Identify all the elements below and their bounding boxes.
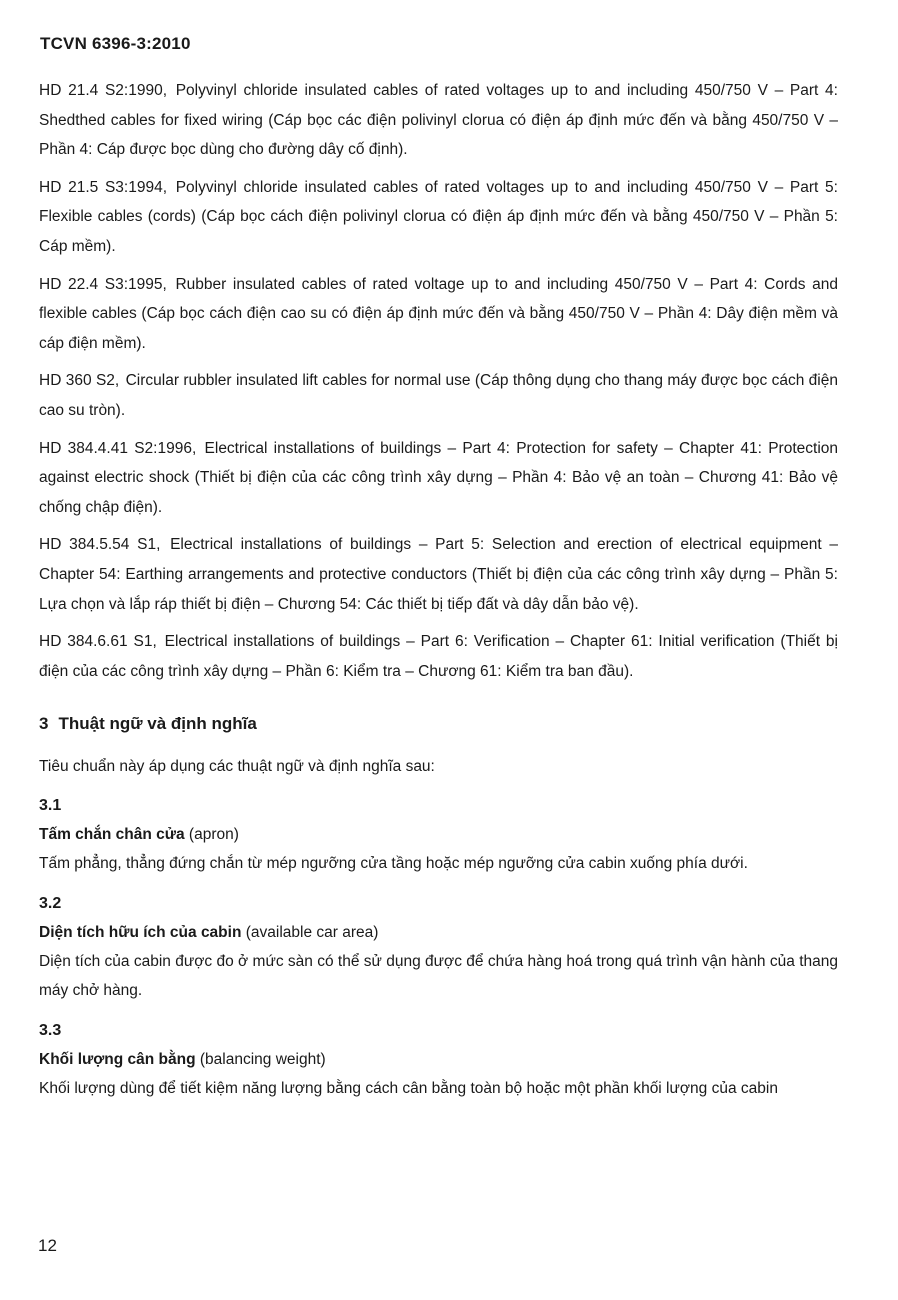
reference-code: HD 384.6.61 S1, xyxy=(39,633,157,651)
section-intro: Tiêu chuẩn này áp dụng các thuật ngữ và định nghĩa sau: xyxy=(39,758,435,776)
term-english: (balancing weight) xyxy=(199,1051,326,1069)
section-number: 3 xyxy=(39,714,49,734)
reference-entry xyxy=(39,173,838,262)
reference-entry xyxy=(39,434,838,523)
reference-code: HD 22.4 S3:1995, xyxy=(39,275,167,293)
reference-text: Circular rubbler insulated lift cables for normal use (Cáp thông dụng cho thang máy được bọc cách điện cao su tròn). xyxy=(39,372,838,419)
term-english: (apron) xyxy=(188,826,239,844)
page-content xyxy=(39,76,838,1104)
section-title: Thuật ngữ và định nghĩa xyxy=(58,714,257,734)
term-definition: Diện tích của cabin được đo ở mức sàn có thể sử dụng được để chứa hàng hoá trong quá trình vận hành của thang máy chở hàng. xyxy=(39,952,838,1000)
term-number: 3.2 xyxy=(39,894,62,912)
reference-entry xyxy=(39,627,838,686)
page-number: 12 xyxy=(38,1236,57,1255)
term-name-line xyxy=(39,918,838,947)
term-entry xyxy=(39,889,838,1006)
term-entry xyxy=(39,791,838,879)
reference-code: HD 21.5 S3:1994, xyxy=(39,178,167,196)
reference-entry xyxy=(39,366,838,425)
reference-entry xyxy=(39,76,838,165)
reference-code: HD 384.4.41 S2:1996, xyxy=(39,439,197,457)
reference-text: Polyvinyl chloride insulated cables of rated voltages up to and including 450/750 V – Part 4: Shedthed cables for fixed wiring (Cáp bọc các điện polivinyl clorua có điện áp định mức đến và bằng 450/750 V – Phần 4: Cáp được bọc dùng cho đường dây cố định). xyxy=(39,82,838,159)
reference-entry xyxy=(39,270,838,359)
term-number: 3.3 xyxy=(39,1022,62,1040)
reference-text: Electrical installations of buildings – Part 6: Verification – Chapter 61: Initial verification (Thiết bị điện của các công trình xây dựng – Phần 6: Kiểm tra – Chương 61: Kiểm tra ban đầu). xyxy=(39,633,838,680)
term-definition: Tấm phẳng, thẳng đứng chắn từ mép ngưỡng cửa tầng hoặc mép ngưỡng cửa cabin xuống phía dưới. xyxy=(39,855,748,873)
reference-entry xyxy=(39,530,838,619)
reference-text: Polyvinyl chloride insulated cables of rated voltages up to and including 450/750 V – Part 5: Flexible cables (cords) (Cáp bọc cách điện polivinyl clorua có điện áp định mức đến và bằng 450/750 V – Phần 5: Cáp mềm). xyxy=(39,178,838,255)
term-name-line xyxy=(39,1045,838,1074)
term-name: Tấm chắn chân cửa xyxy=(39,826,185,844)
reference-text: Rubber insulated cables of rated voltage up to and including 450/750 V – Part 4: Cords and flexible cables (Cáp bọc cách điện cao su có điện áp định mức đến và bằng 450/750 V – Phần 4: Dây điện mềm và cáp điện mềm). xyxy=(39,275,838,352)
reference-code: HD 384.5.54 S1, xyxy=(39,536,161,554)
term-entry xyxy=(39,1016,838,1104)
reference-text: Electrical installations of buildings – Part 5: Selection and erection of electrical equipment – Chapter 54: Earthing arrangements and protective conductors (Thiết bị điện của các công trình xây dựng – Phần 5: Lựa chọn và lắp ráp thiết bị điện – Chương 54: Các thiết bị tiếp đất và dây dẫn bảo vệ). xyxy=(39,536,838,613)
term-name-line xyxy=(39,820,838,849)
reference-code: HD 360 S2, xyxy=(39,372,120,390)
term-definition: Khối lượng dùng để tiết kiệm năng lượng bằng cách cân bằng toàn bộ hoặc một phần khối lượng của cabin xyxy=(39,1080,778,1098)
term-english: (available car area) xyxy=(245,923,379,941)
reference-code: HD 21.4 S2:1990, xyxy=(39,82,167,99)
reference-text: Electrical installations of buildings – Part 4: Protection for safety – Chapter 41: Protection against electric shock (Thiết bị điện của các công trình xây dựng – Phần 4: Bảo vệ an toàn – Chương 41: Bảo vệ chống chập điện). xyxy=(39,439,839,516)
term-number: 3.1 xyxy=(39,797,62,815)
document-code-header: TCVN 6396-3:2010 xyxy=(40,34,191,53)
term-name: Diện tích hữu ích của cabin xyxy=(39,923,242,941)
term-name: Khối lượng cân bằng xyxy=(39,1051,196,1069)
section-heading xyxy=(39,710,838,738)
